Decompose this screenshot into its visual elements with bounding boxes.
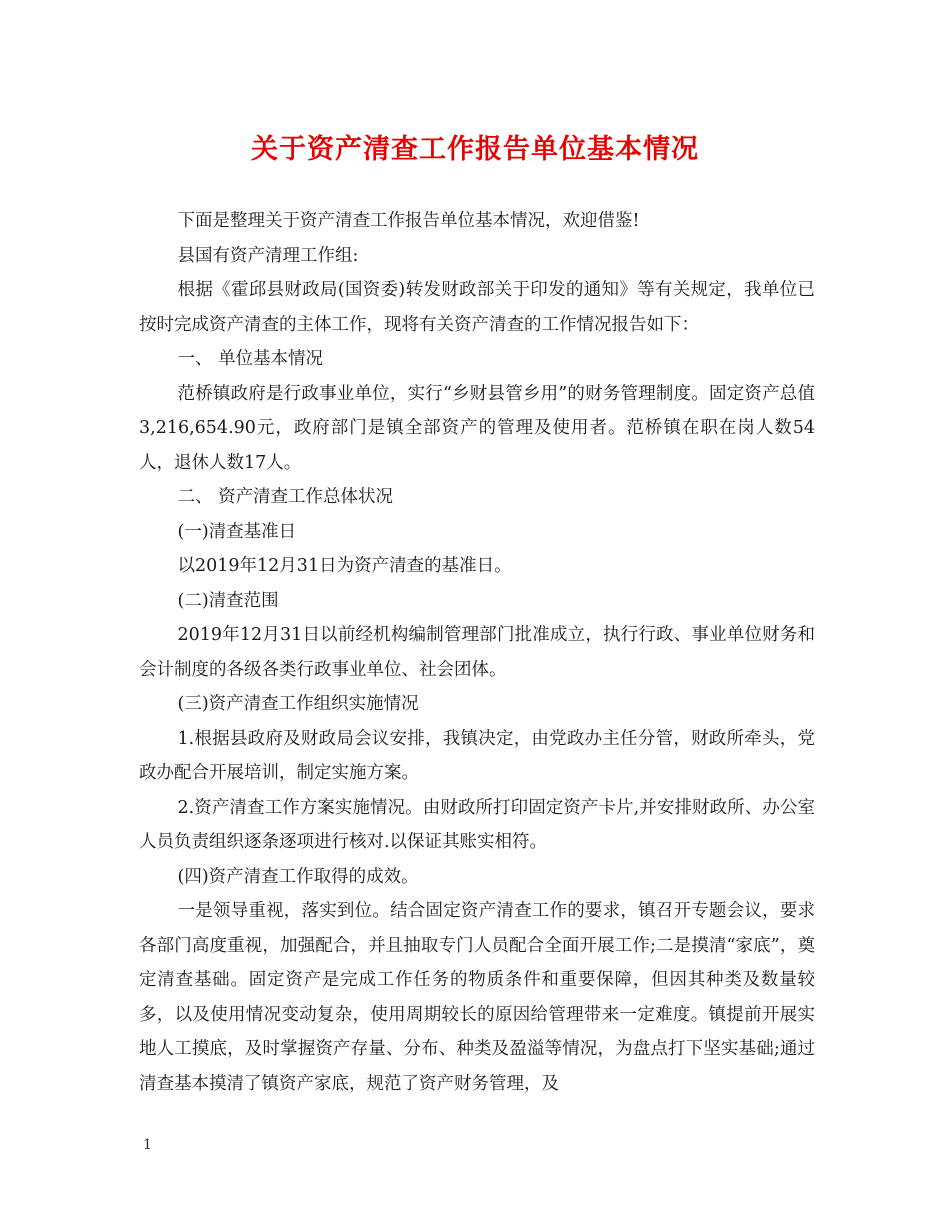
document-body — [139, 204, 815, 1101]
paragraph-basis: 根据《霍邱县财政局(国资委)转发财政部关于印发的通知》等有关规定，我单位已按时完成资产清查的主体工作，现将有关资产清查的工作情况报告如下： — [139, 280, 815, 335]
paragraph-implementation-1: 1.根据县政府及财政局会议安排，我镇决定，由党政办主任分管，财政所牵头，党政办配合开展培训，制定实施方案。 — [139, 728, 815, 783]
paragraph-base-date: 以2019年12月31日为资产清查的基准日。 — [177, 556, 512, 576]
subsection-heading-4: (四)资产清查工作取得的成效。 — [177, 866, 419, 887]
paragraph-scope: 2019年12月31日以前经机构编制管理部门批准成立，执行行政、事业单位财务和会计制度的各级各类行政事业单位、社会团体。 — [139, 625, 815, 680]
paragraph-intro: 下面是整理关于资产清查工作报告单位基本情况，欢迎借鉴! — [177, 211, 640, 231]
paragraph-unit-info: 范桥镇政府是行政事业单位，实行“乡财县管乡用”的财务管理制度。固定资产总值3,216,654.90元，政府部门是镇全部资产的管理及使用者。范桥镇在职在岗人数54人，退休人数17人。 — [139, 383, 815, 473]
paragraph-implementation-2: 2.资产清查工作方案实施情况。由财政所打印固定资产卡片,并安排财政所、办公室人员负责组织逐条逐项进行核对.以保证其账实相符。 — [139, 797, 815, 852]
subsection-heading-1: (一)清查基准日 — [177, 521, 297, 542]
section-heading-2: 二、 资产清查工作总体状况 — [177, 487, 394, 507]
document-title: 关于资产清查工作报告单位基本情况 — [251, 134, 699, 165]
section-heading-1: 一、 单位基本情况 — [177, 349, 324, 369]
paragraph-addressee: 县国有资产清理工作组: — [177, 245, 359, 266]
paragraph-results: 一是领导重视，落实到位。结合固定资产清查工作的要求，镇召开专题会议，要求各部门高度重视，加强配合，并且抽取专门人员配合全面开展工作;二是摸清“家底”，奠定清查基础。固定资产是完成工作任务的物质条件和重要保障，但因其种类及数量较多，以及使用情况变动复杂，使用周期较长的原因给管理带来一定难度。镇提前开展实地人工摸底，及时掌握资产存量、分布、种类及盈溢等情况，为盘点打下坚实基础;通过清查基本摸清了镇资产家底，规范了资产财务管理，及 — [139, 901, 815, 1094]
subsection-heading-2: (二)清查范围 — [177, 590, 279, 611]
subsection-heading-3: (三)资产清查工作组织实施情况 — [177, 694, 419, 714]
page-number: 1 — [143, 1137, 152, 1153]
